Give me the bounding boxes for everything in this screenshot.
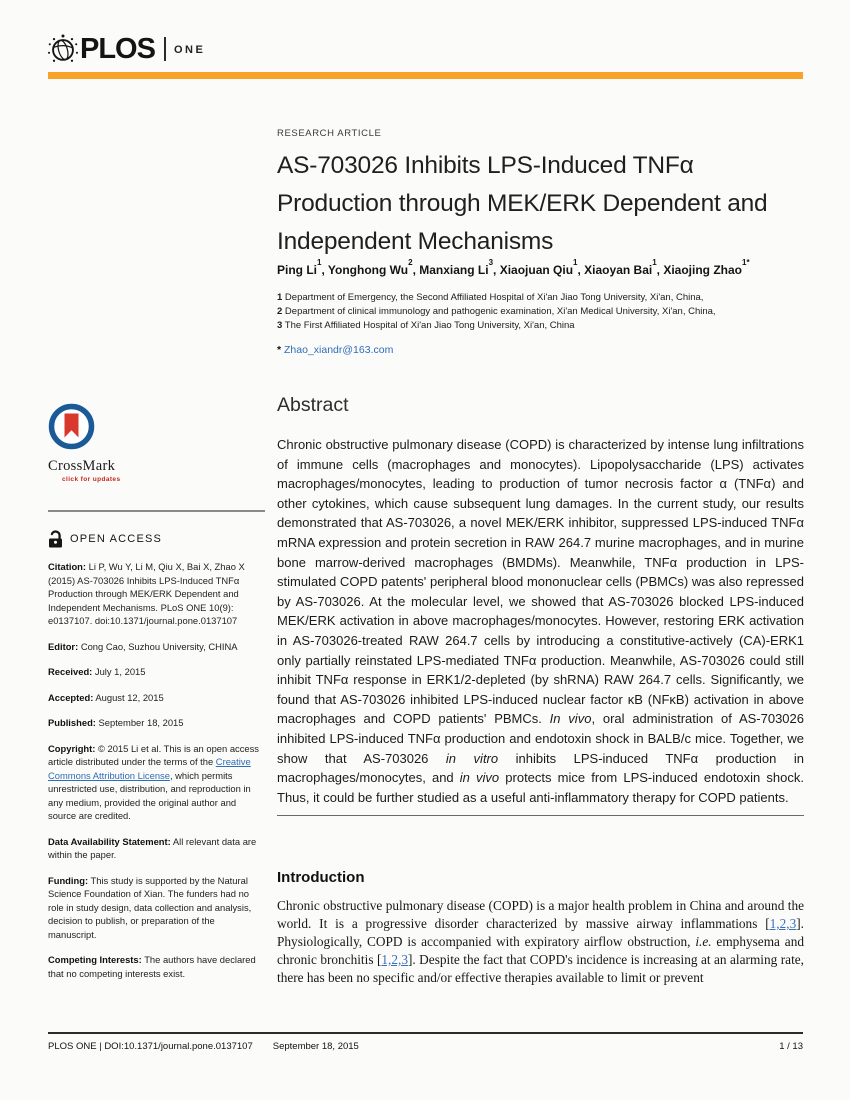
introduction-text: Chronic obstructive pulmonary disease (COPD) is a major health problem in China and around the world. It is a progressive disorder characterized by massive airway inflammations [1,2,3]. Physiologically, COPD is accompanied with expiratory airflow obstruction, i.e. emphysema and chronic bronchitis [1,2,3]. Despite the fact that COPD's incidence is increasing at an alarming rate, there has been no specific and/or effective therapies available to limit or prevent — [277, 898, 804, 985]
funding-block: Funding: This study is supported by the Natural Science Foundation of Xian. The funders had no role in study design, data collection and analysis, decision to publish, or preparation of the manuscript. — [48, 874, 252, 940]
open-access-label: OPEN ACCESS — [70, 533, 163, 545]
article-metadata-sidebar — [48, 403, 265, 980]
affiliation: 1 Department of Emergency, the Second Affiliated Hospital of Xi'an Jiao Tong University, Xi'an, China, — [277, 292, 704, 303]
author-corresponding: Xiaojing Zhao$^{1*}$ — [663, 258, 750, 277]
crossmark-badge[interactable] — [48, 403, 158, 483]
author: Xiaojuan Qiu$^1$, — [499, 258, 585, 277]
plos-wordmark: PLOS — [80, 32, 155, 65]
author: Xiaoyan Bai$^1$, — [584, 258, 664, 277]
affiliation: 3 The First Affiliated Hospital of Xi'an Jiao Tong University, Xi'an, China — [277, 320, 575, 331]
author: Manxiang Li$^3$, — [419, 258, 500, 277]
editor-block: Editor: Cong Cao, Suzhou University, CHINA — [48, 640, 238, 652]
footer-page-number: 1 / 13 — [779, 1041, 803, 1052]
reference-link[interactable]: 1,2,3 — [381, 952, 408, 967]
section-divider — [277, 815, 804, 816]
citation-block: Citation: Li P, Wu Y, Li M, Qiu X, Bai X, Zhao X (2015) AS-703026 Inhibits LPS-Induced TNFα Production through MEK/ERK Dependent and Independent Mechanisms. PLoS ONE 10(9): e0137107. doi:10.1371/journal.pone.0137107 — [48, 561, 245, 626]
journal-name: ONE — [173, 44, 206, 56]
italic-in-vitro: in vitro — [445, 750, 499, 766]
abstract-heading: Abstract — [277, 394, 349, 416]
header-accent-bar — [48, 72, 803, 79]
affiliation-list — [277, 291, 804, 333]
email-link[interactable]: Zhao_xiandr@163.com — [284, 344, 394, 356]
introduction-heading: Introduction — [277, 869, 365, 886]
italic-ie: i.e. — [695, 934, 712, 949]
affiliation: 2 Department of clinical immunology and pathogenic examination, Xi'an Medical University, Xi'an, China, — [277, 306, 716, 317]
crossmark-wordmark: CrossMark — [48, 458, 116, 474]
footer-journal-doi: PLOS ONE | DOI:10.1371/journal.pone.0137107 — [48, 1041, 253, 1052]
competing-interests-block: Competing Interests: The authors have declared that no competing interests exist. — [48, 954, 256, 979]
creative-commons-link[interactable]: Creative Commons Attribution License — [48, 756, 251, 781]
email-asterisk: * — [277, 344, 282, 356]
article-type-label: RESEARCH ARTICLE — [277, 128, 382, 139]
footer — [48, 1041, 803, 1052]
crossmark-icon — [48, 403, 95, 450]
published-block: Published: September 18, 2015 — [48, 717, 184, 728]
abstract-text: Chronic obstructive pulmonary disease (COPD) is characterized by intense lung infiltrations of immune cells (macrophages and monocytes). Lipopolysaccharide (LPS) activates macrophages/monocytes, leading to production of tumor necrosis factor α (TNFα) and other cytokines, which cause subsequent lung damages. In the current study, our results demonstrated that AS-703026, a novel MEK/ERK inhibitor, suppressed LPS-induced TNFα mRNA expression and protein secretion in RAW 264.7 murine macrophages, and in murine bone marrow-derived macrophages (BMDMs). Meanwhile, TNFα production in LPS-stimulated COPD patents' peripheral blood mononuclear cells (PBMCs) was also repressed by AS-703026. At the molecular level, we showed that AS-703026 blocked LPS-induced MEK/ERK activation in above macrophages/monocytes. However, restoring ERK activation in AS-703026-treated RAW 264.7 cells by introducing a constitutive-actively (CA)-ERK1 only partially reinstated LPS-mediated TNFα production. Meanwhile, AS-703026 could still inhibit TNFα response in ERK1/2-depleted (by shRNA) RAW 264.7 cells. Significantly, we found that AS-703026 inhibited LPS-induced nuclear factor κB (NFκB) activation in above macrophages and COPD patients' PBMCs. In vivo, oral administration of AS-703026 inhibited LPS-induced TNFα production and endotoxin shock in BALB/c mice. Together, we show that AS-703026 in vitro inhibits LPS-induced TNFα production in macrophages/monocytes, and in vivo protects mice from LPS-induced endotoxin shock. Thus, it could be further studied as a useful anti-inflammatory therapy for COPD patients. — [277, 437, 805, 805]
open-lock-icon — [48, 530, 63, 548]
accepted-block: Accepted: August 12, 2015 — [48, 691, 164, 703]
open-access-row — [48, 530, 265, 548]
crossmark-tagline: click for updates — [62, 476, 121, 483]
copyright-block: Copyright: © 2015 Li et al. This is an open access article distributed under the terms of the Creative Commons Attribution License, which permits unrestricted use, distribution, and reproduction in any medium, provided the original author and source are credited. — [48, 742, 259, 821]
sidebar-divider — [48, 510, 265, 512]
footer-divider — [48, 1032, 803, 1034]
logo-divider — [164, 37, 166, 61]
author: Ping Li$^1$, — [277, 258, 328, 277]
plos-logo — [46, 31, 205, 67]
author-list — [277, 258, 804, 277]
received-block: Received: July 1, 2015 — [48, 666, 146, 677]
article-title: AS-703026 Inhibits LPS-Induced TNFα Production through MEK/ERK Dependent and Independent Mechanisms — [277, 152, 768, 255]
data-availability-block: Data Availability Statement: All relevant data are within the paper. — [48, 835, 257, 860]
italic-in-vivo: in vivo — [459, 770, 500, 786]
corresponding-email-line — [277, 344, 804, 356]
reference-link[interactable]: 1,2,3 — [769, 916, 797, 931]
corresponding-asterisk: * — [746, 258, 750, 267]
footer-date: September 18, 2015 — [272, 1041, 359, 1052]
plos-globe-icon — [46, 31, 80, 67]
author: Yonghong Wu$^2$, — [327, 258, 420, 277]
italic-in-vivo: In vivo — [549, 711, 592, 727]
